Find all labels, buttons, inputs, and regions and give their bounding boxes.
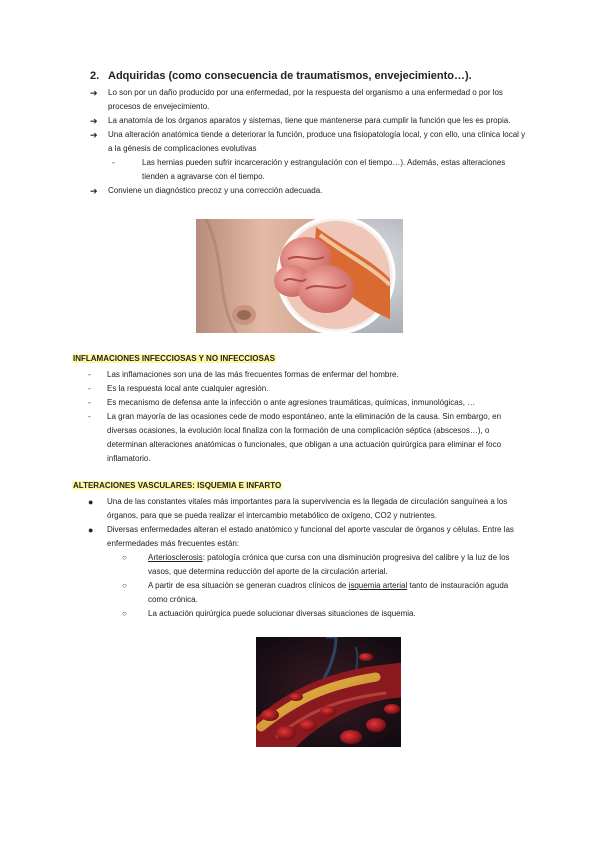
hernia-illustration bbox=[196, 219, 403, 333]
list-item bbox=[88, 382, 518, 396]
dash-bullet-icon: - bbox=[88, 384, 91, 393]
sub-list-item bbox=[112, 156, 530, 184]
sub-list-item bbox=[122, 579, 518, 607]
list-item bbox=[88, 523, 518, 551]
list-item bbox=[90, 86, 530, 114]
sub-list-item bbox=[122, 551, 518, 579]
list-item-text: La gran mayoría de las ocasiones cede de modo espontáneo, ante la eliminación de la causa. Sin embargo, en diversas ocasiones, la evolución local finaliza con la formación de una complicación séptica (abscesos…), o determinan alteraciones anatómicas o funcionales, que obligan a una actuación quirúrgica para eliminar el foco inflamatorio. bbox=[107, 412, 502, 463]
heading-text: Adquiridas (como consecuencia de traumatismos, envejecimiento…). bbox=[108, 70, 472, 82]
list-item-text: Conviene un diagnóstico precoz y una corrección adecuada. bbox=[108, 186, 323, 195]
list-item-text: La anatomía de los órganos aparatos y sistemas, tiene que mantenerse para cumplir la función que les es propia. bbox=[108, 116, 511, 125]
dot-bullet-icon: ● bbox=[88, 497, 94, 507]
dash-bullet-icon: - bbox=[88, 398, 91, 407]
list-item-text: Una de las constantes vitales más importantes para la supervivencia es la llegada de circulación sanguínea a los órganos, para que se pueda realizar el intercambio metabólico de oxígeno, CO2 y nutrientes. bbox=[107, 497, 508, 520]
dot-bullet-icon: ● bbox=[88, 525, 94, 535]
list-item-text: tanto de instauración aguda como crónica. bbox=[148, 581, 509, 604]
arrow-bullet-icon: ➔ bbox=[90, 186, 98, 196]
list-item bbox=[90, 114, 530, 128]
list-item-text: Es la respuesta local ante cualquier agresión. bbox=[107, 384, 269, 393]
arrow-list bbox=[90, 86, 530, 198]
dash-bullet-icon: - bbox=[88, 370, 91, 379]
list-item bbox=[90, 184, 530, 198]
arrow-bullet-icon: ➔ bbox=[90, 116, 98, 126]
term-arteriosclerosis: Arteriosclerosis bbox=[148, 553, 203, 562]
circle-bullet-icon: ○ bbox=[122, 581, 127, 590]
dash-bullet-icon: - bbox=[88, 412, 91, 421]
list-item-text: : patología crónica que cursa con una disminución progresiva del calibre y la luz de los vasos, que determina reducción del aporte de la circulación arterial. bbox=[148, 553, 510, 576]
list-item-text: La actuación quirúrgica puede solucionar diversas situaciones de isquemia. bbox=[148, 609, 416, 618]
list-item bbox=[88, 368, 518, 382]
section-title-alteraciones-vasculares: ALTERACIONES VASCULARES: ISQUEMIA E INFARTO bbox=[73, 481, 282, 490]
term-isquemia-arterial: isquemia arterial bbox=[348, 581, 408, 590]
sub-list-item bbox=[122, 607, 518, 621]
list-item-text: Las hernias pueden sufrir incarceración y estrangulación con el tiempo…). Además, estas alteraciones tienden a agravarse con el tiempo. bbox=[142, 158, 506, 181]
list-item-text: Es mecanismo de defensa ante la infección o ante agresiones traumáticas, químicas, inmunológicas, … bbox=[107, 398, 476, 407]
inflamaciones-list bbox=[88, 368, 518, 466]
list-item bbox=[88, 410, 518, 466]
list-item-text: Las inflamaciones son una de las más frecuentes formas de enfermar del hombre. bbox=[107, 370, 399, 379]
artery-illustration bbox=[256, 637, 401, 747]
list-item bbox=[88, 396, 518, 410]
list-item bbox=[88, 495, 518, 523]
list-item-text: A partir de esa situación se generan cuadros clínicos de bbox=[148, 581, 349, 590]
section-title-inflamaciones: INFLAMACIONES INFECCIOSAS Y NO INFECCIOSAS bbox=[73, 354, 275, 363]
heading-number: 2. bbox=[90, 70, 100, 82]
list-item bbox=[90, 128, 530, 156]
vasculares-list bbox=[88, 495, 518, 621]
dash-bullet-icon: - bbox=[112, 158, 115, 167]
arrow-bullet-icon: ➔ bbox=[90, 88, 98, 98]
section-heading bbox=[90, 70, 472, 82]
list-item-text: Una alteración anatómica tiende a deteriorar la función, produce una fisiopatología local, y con ello, una clínica local y a la génesis de complicaciones evolutivas bbox=[108, 130, 526, 153]
list-item-text: Diversas enfermedades alteran el estado anatómico y funcional del aporte vascular de órganos y células. Entre las enfermedades más frecuentes están: bbox=[107, 525, 514, 548]
arrow-bullet-icon: ➔ bbox=[90, 130, 98, 140]
circle-bullet-icon: ○ bbox=[122, 553, 127, 562]
list-item-text: Lo son por un daño producido por una enfermedad, por la respuesta del organismo a una enfermedad o por los procesos de envejecimiento. bbox=[108, 88, 503, 111]
circle-bullet-icon: ○ bbox=[122, 609, 127, 618]
